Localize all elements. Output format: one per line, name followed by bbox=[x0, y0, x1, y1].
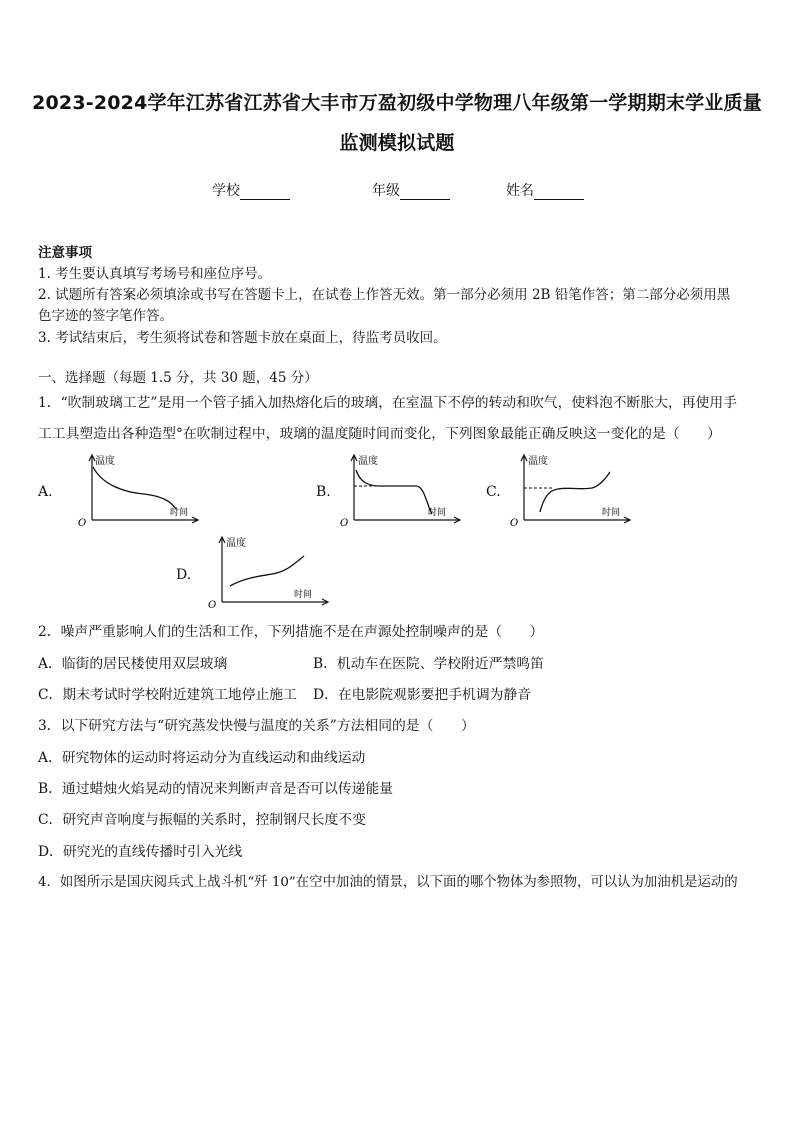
name-field[interactable] bbox=[506, 180, 584, 200]
notice-item: 1. 考生要认真填写考场号和座位序号。 bbox=[38, 266, 272, 282]
q3-option-b[interactable]: B．通过蜡烛火焰晃动的情况来判断声音是否可以传递能量 bbox=[38, 781, 394, 797]
q2-option-a[interactable]: A．临街的居民楼使用双层玻璃 bbox=[38, 656, 228, 672]
school-label: 学校 bbox=[212, 183, 240, 199]
origin-label: O bbox=[510, 518, 519, 528]
graph-d[interactable] bbox=[204, 534, 334, 610]
school-field[interactable] bbox=[212, 180, 290, 200]
q2-option-c[interactable]: C．期末考试时学校附近建筑工地停止施工 bbox=[38, 687, 297, 703]
x-axis-label: 时间 bbox=[602, 508, 621, 518]
q1-option-d-label[interactable]: D. bbox=[176, 567, 192, 583]
notice-item: 3. 考试结束后，考生须将试卷和答题卡放在桌面上，待监考员收回。 bbox=[38, 330, 447, 346]
q1-option-a-label[interactable]: A. bbox=[38, 484, 53, 500]
temperature-curve bbox=[356, 470, 432, 514]
notice-heading: 注意事项 bbox=[38, 245, 92, 261]
question-2-text: 2．噪声严重影响人们的生活和工作，下列措施不是在声源处控制噪声的是（ ） bbox=[38, 624, 544, 640]
question-1 bbox=[38, 388, 763, 450]
exam-title-line1: 2023-2024学年江苏省江苏省大丰市万盈初级中学物理八年级第一学期期末学业质量 bbox=[32, 92, 762, 114]
grade-label: 年级 bbox=[372, 183, 400, 199]
notice-item: 2. 试题所有答案必须填涂或书写在答题卡上，在试卷上作答无效。第一部分必须用 2B 铅笔作答；第二部分必须用黑 bbox=[38, 287, 731, 303]
section-heading: 一、选择题（每题 1.5 分，共 30 题，45 分） bbox=[38, 370, 318, 386]
question-1-text-line1: 1．“吹制玻璃工艺”是用一个管子插入加热熔化后的玻璃，在室温下不停的转动和吹气，使料泡不断胀大，再使用手 bbox=[38, 395, 737, 411]
school-blank[interactable] bbox=[240, 185, 290, 200]
q3-option-c[interactable]: C．研究声音响度与振幅的关系时，控制钢尺长度不变 bbox=[38, 812, 366, 828]
temperature-curve bbox=[540, 472, 610, 512]
y-axis-label: 温度 bbox=[226, 538, 246, 549]
origin-label: O bbox=[340, 518, 349, 528]
x-axis-label: 时间 bbox=[428, 508, 447, 518]
temperature-curve bbox=[230, 556, 304, 586]
graph-a[interactable] bbox=[74, 452, 204, 528]
question-4-text: 4．如图所示是国庆阅兵式上战斗机“歼 10”在空中加油的情景，以下面的哪个物体为参照物，可以认为加油机是运动的 bbox=[38, 875, 738, 890]
y-axis-label: 温度 bbox=[95, 456, 115, 467]
y-axis-label: 温度 bbox=[528, 456, 548, 467]
q1-option-b-label[interactable]: B. bbox=[316, 484, 331, 500]
grade-field[interactable] bbox=[372, 180, 450, 200]
q2-option-d[interactable]: D．在电影院观影要把手机调为静音 bbox=[313, 687, 532, 703]
origin-label: O bbox=[208, 600, 217, 610]
x-axis-label: 时间 bbox=[294, 590, 313, 600]
question-1-text-line2: 工工具塑造出各种造型°在吹制过程中，玻璃的温度随时间而变化，下列图象最能正确反映这一变化的是（ ） bbox=[38, 426, 721, 442]
question-3-text: 3．以下研究方法与“研究蒸发快慢与温度的关系”方法相同的是（ ） bbox=[38, 718, 475, 734]
graph-b[interactable] bbox=[336, 452, 466, 528]
y-axis-label: 温度 bbox=[358, 456, 378, 467]
grade-blank[interactable] bbox=[400, 185, 450, 200]
q3-option-a[interactable]: A．研究物体的运动时将运动分为直线运动和曲线运动 bbox=[38, 750, 366, 766]
q3-option-d[interactable]: D．研究光的直线传播时引入光线 bbox=[38, 844, 243, 860]
q2-option-b[interactable]: B．机动车在医院、学校附近严禁鸣笛 bbox=[313, 656, 544, 672]
notice-item: 色字迹的签字笔作答。 bbox=[38, 308, 173, 324]
x-axis-label: 时间 bbox=[170, 508, 189, 518]
q1-option-c-label[interactable]: C. bbox=[486, 484, 501, 500]
name-blank[interactable] bbox=[534, 185, 584, 200]
temperature-curve bbox=[93, 467, 176, 509]
origin-label: O bbox=[78, 518, 87, 528]
exam-title-line2: 监测模拟试题 bbox=[339, 132, 455, 154]
name-label: 姓名 bbox=[506, 183, 534, 199]
graph-c[interactable] bbox=[506, 452, 636, 528]
